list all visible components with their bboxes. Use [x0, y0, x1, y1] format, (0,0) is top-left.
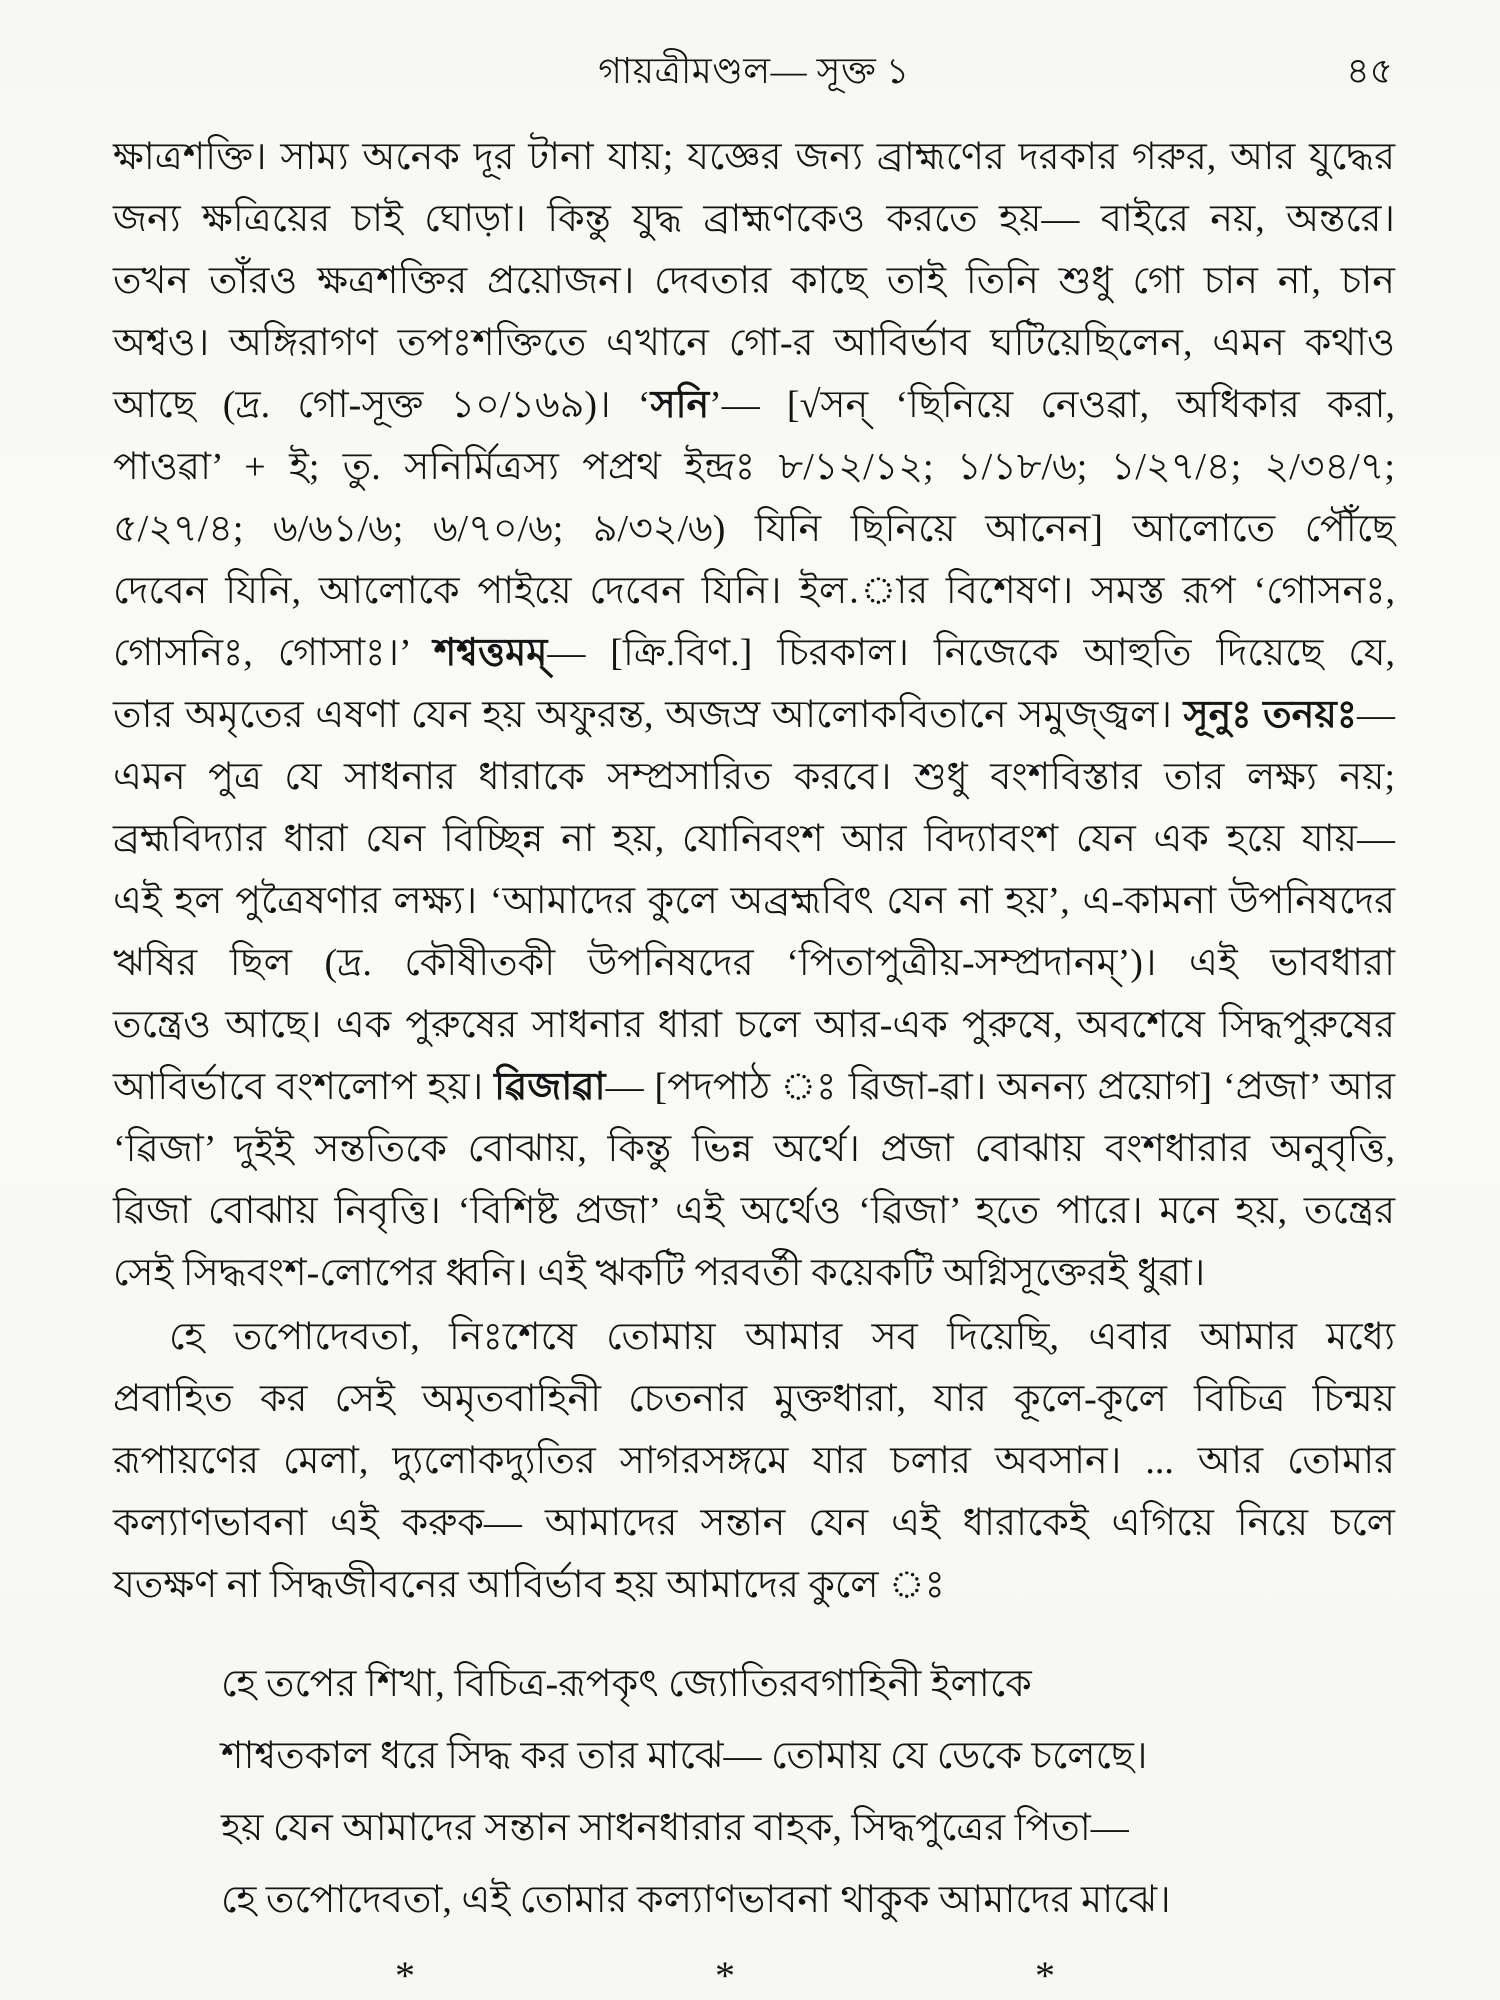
text-line: [113, 1492, 1395, 1554]
text-segment: এই হল পুত্রৈষণার লক্ষ্য। ‘আমাদের কুলে অব্রহ্মবিৎ যেন না হয়’, এ-কামনা উপনিষদের: [113, 880, 1395, 922]
text-line: [221, 1792, 1395, 1864]
text-line: [221, 1864, 1395, 1936]
text-segment: অশ্বও। অঙ্গিরাগণ তপঃশক্তিতে এখানে গো-র আবির্ভাব ঘটিয়েছিলেন, এমন কথাও: [113, 322, 1395, 364]
glossary-term-bold: ৱিজাৱা: [494, 1066, 606, 1108]
text-line: [113, 250, 1395, 312]
text-line: [113, 498, 1395, 560]
text-segment: —: [1357, 694, 1395, 736]
text-segment: গোসনিঃ, গোসাঃ।’: [113, 632, 434, 674]
page-number: ৪৫: [1346, 51, 1393, 91]
text-segment: ব্রহ্মবিদ্যার ধারা যেন বিচ্ছিন্ন না হয়, যোনিবংশ আর বিদ্যাবংশ যেন এক হয়ে যায়—: [113, 818, 1395, 860]
text-segment: দেবেন যিনি, আলোকে পাইয়ে দেবেন যিনি। ইল.ার বিশেষণ। সমস্ত রূপ ‘গোসনঃ,: [113, 570, 1395, 612]
text-segment: প্রবাহিত কর সেই অমৃতবাহিনী চেতনার মুক্তধারা, যার কূলে-কূলে বিচিত্র চিন্ময়: [113, 1378, 1395, 1420]
text-line: [113, 684, 1395, 746]
text-line: [113, 1242, 1395, 1304]
text-line: [113, 126, 1395, 188]
text-segment: জন্য ক্ষত্রিয়ের চাই ঘোড়া। কিন্তু যুদ্ধ ব্রাহ্মণকেও করতে হয়— বাইরে নয়, অন্তরে।: [113, 198, 1395, 240]
text-line: [113, 188, 1395, 250]
text-segment: যতক্ষণ না সিদ্ধজীবনের আবির্ভাব হয় আমাদের কুলে ঃ: [113, 1564, 945, 1606]
text-line: [113, 436, 1395, 498]
glossary-term-bold: শশ্বত্তমম্: [433, 632, 548, 674]
text-segment: ‘ৱিজা’ দুইই সন্ততিকে বোঝায়, কিন্তু ভিন্ন অর্থে। প্রজা বোঝায় বংশধারার অনুবৃত্তি,: [113, 1128, 1395, 1170]
text-segment: — [ক্রি.বিণ.] চিরকাল। নিজেকে আহুতি দিয়েছে যে,: [547, 632, 1396, 674]
text-line: [113, 560, 1395, 622]
text-line: [113, 1118, 1395, 1180]
text-segment: হয় যেন আমাদের সন্তান সাধনধারার বাহক, সিদ্ধপুত্রের পিতা—: [221, 1807, 1129, 1849]
text-segment: হে তপের শিখা, বিচিত্র-রূপকৃৎ জ্যোতিরবগাহিনী ইলাকে: [221, 1663, 1032, 1705]
asterisk-divider: *: [395, 1953, 415, 1998]
text-segment: পাওৱা’ + ই; তু. সনির্মিত্রস্য পপ্রথ ইন্দ্রঃ ৮/১২/১২; ১/১৮/৬; ১/২৭/৪; ২/৩৪/৭;: [113, 446, 1395, 488]
text-segment: আছে (দ্র. গো-সূক্ত ১০/১৬৯)। ‘: [113, 384, 651, 426]
text-line: [113, 374, 1395, 436]
text-segment: সেই সিদ্ধবংশ-লোপের ধ্বনি। এই ঋকটি পরবর্তী কয়েকটি অগ্নিসূক্তেরই ধুৱা।: [113, 1252, 1206, 1294]
verse-block: [221, 1648, 1395, 1936]
text-line: [113, 994, 1395, 1056]
text-segment: হে তপোদেবতা, নিঃশেষে তোমায় আমার সব দিয়েছি, এবার আমার মধ্যে: [169, 1316, 1395, 1358]
text-line: [113, 1554, 1395, 1616]
section-divider-stars: [395, 1952, 1055, 2000]
page-body: [113, 126, 1395, 2000]
text-line: [113, 1180, 1395, 1242]
glossary-term-bold: সূনুঃ তনয়ঃ: [1183, 694, 1357, 736]
page-header: [113, 44, 1395, 98]
text-line: [113, 312, 1395, 374]
text-segment: শাশ্বতকাল ধরে সিদ্ধ কর তার মাঝে— তোমায় যে ডেকে চলেছে।: [221, 1735, 1148, 1777]
text-segment: তন্ত্রেও আছে। এক পুরুষের সাধনার ধারা চলে আর-এক পুরুষে, অবশেষে সিদ্ধপুরুষের: [113, 1004, 1395, 1046]
text-line: [113, 1430, 1395, 1492]
text-line: [221, 1720, 1395, 1792]
text-segment: ’— [√সন্ ‘ছিনিয়ে নেওৱা, অধিকার করা,: [709, 384, 1395, 426]
paragraph-prayer: [113, 1306, 1395, 1616]
text-segment: কল্যাণভাবনা এই করুক— আমাদের সন্তান যেন এই ধারাকেই এগিয়ে নিয়ে চলে: [113, 1502, 1395, 1544]
text-segment: আবির্ভাবে বংশলোপ হয়।: [113, 1066, 495, 1108]
text-segment: ক্ষাত্রশক্তি। সাম্য অনেক দূর টানা যায়; যজ্ঞের জন্য ব্রাহ্মণের দরকার গরুর, আর যুদ্ধের: [113, 136, 1395, 178]
text-line: [113, 1306, 1395, 1368]
text-line: [113, 1056, 1395, 1118]
text-line: [113, 932, 1395, 994]
text-segment: ৫/২৭/৪; ৬/৬১/৬; ৬/৭০/৬; ৯/৩২/৬) যিনি ছিনিয়ে আনেন] আলোতে পৌঁছে: [113, 508, 1395, 550]
text-line: [113, 622, 1395, 684]
text-segment: তার অমৃতের এষণা যেন হয় অফুরন্ত, অজস্র আলোকবিতানে সমুজ্জ্বল।: [113, 694, 1184, 736]
asterisk-divider: *: [1035, 1953, 1055, 1998]
asterisk-divider: *: [715, 1953, 735, 1998]
paragraph-commentary: [113, 126, 1395, 1304]
text-line: [113, 1368, 1395, 1430]
text-line: [113, 808, 1395, 870]
text-segment: হে তপোদেবতা, এই তোমার কল্যাণভাবনা থাকুক আমাদের মাঝে।: [221, 1879, 1171, 1921]
text-segment: তখন তাঁরও ক্ষত্রশক্তির প্রয়োজন। দেবতার কাছে তাই তিনি শুধু গো চান না, চান: [113, 260, 1395, 302]
text-line: [221, 1648, 1395, 1720]
running-header-title: গায়ত্রীমণ্ডল— সূক্ত ১: [598, 51, 910, 91]
glossary-term-bold: সনি: [650, 384, 710, 426]
text-line: [113, 746, 1395, 808]
text-line: [113, 870, 1395, 932]
text-segment: ৱিজা বোঝায় নিবৃত্তি। ‘বিশিষ্ট প্রজা’ এই অর্থেও ‘ৱিজা’ হতে পারে। মনে হয়, তন্ত্রের: [113, 1190, 1395, 1232]
text-segment: এমন পুত্র যে সাধনার ধারাকে সম্প্রসারিত করবে। শুধু বংশবিস্তার তার লক্ষ্য নয়;: [113, 756, 1395, 798]
text-segment: — [পদপাঠ ঃ ৱিজা-ৱা। অনন্য প্রয়োগ] ‘প্রজা’ আর: [605, 1066, 1395, 1108]
text-segment: রূপায়ণের মেলা, দ্যুলোকদ্যুতির সাগরসঙ্গমে যার চলার অবসান। ... আর তোমার: [113, 1440, 1395, 1482]
text-segment: ঋষির ছিল (দ্র. কৌষীতকী উপনিষদের ‘পিতাপুত্রীয়-সম্প্রদানম্’)। এই ভাবধারা: [113, 942, 1395, 984]
